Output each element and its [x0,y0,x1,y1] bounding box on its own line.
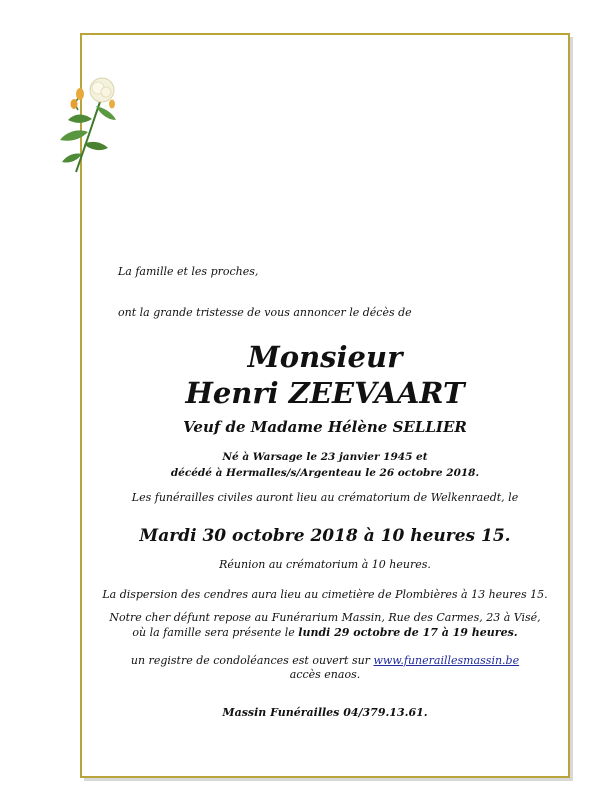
register-prefix: un registre de condoléances est ouvert sur [130,654,374,667]
repose-line-1: Notre cher défunt repose au Funérarium Massin, Rue des Carmes, 23 à Visé, [109,611,541,624]
death-line: décédé à Hermalles/s/Argenteau le 26 octobre 2018. [170,467,480,479]
ceremony-date: Mardi 30 octobre 2018 à 10 heures 15. [139,526,511,546]
frame-shadow-right [570,37,573,780]
visitation-time: lundi 29 octobre de 17 à 19 heures. [298,626,518,639]
born-line: Né à Warsage le 23 janvier 1945 et [222,451,428,463]
dispersion-line: La dispersion des cendres aura lieu au cimetière de Plombières à 13 heures 15. [102,588,548,601]
deceased-name: Henri ZEEVAART [185,376,465,410]
register-line-2: accès enaos. [289,668,361,681]
repose-line-2 [80,626,570,639]
repose-line-2-prefix: où la famille sera présente le [132,626,299,639]
register-link[interactable]: www.funeraillesmassin.be [373,654,520,667]
frame-shadow-bottom [84,778,573,781]
footer-contact: Massin Funérailles 04/379.13.61. [222,706,428,719]
rose-icon [52,74,124,174]
funeral-line: Les funérailles civiles auront lieu au crématorium de Welkenraedt, le [131,491,519,504]
announce-text: ont la grande tristesse de vous annoncer le décès de [118,306,412,319]
honorific: Monsieur [247,340,403,374]
intro-text: La famille et les proches, [118,265,259,278]
widow-line: Veuf de Madame Hélène SELLIER [183,418,467,436]
reunion-line: Réunion au crématorium à 10 heures. [219,558,431,571]
register-line [80,654,570,667]
